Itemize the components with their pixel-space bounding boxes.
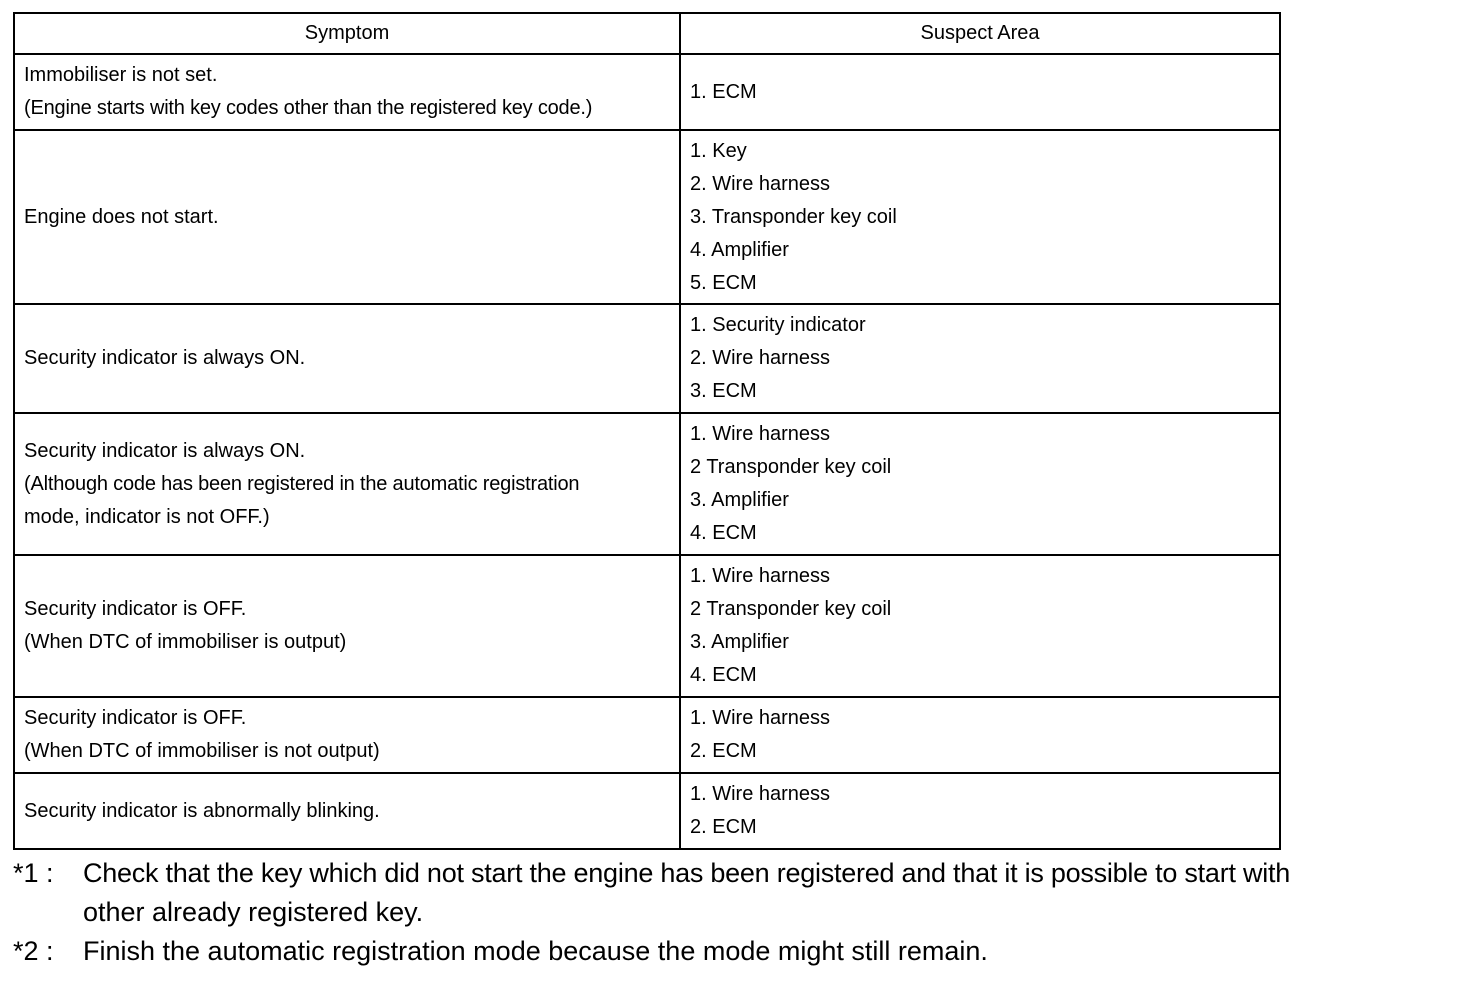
symptom-cell — [14, 773, 680, 849]
footnotes — [13, 854, 1468, 971]
header-suspect-area: Suspect Area — [680, 13, 1280, 54]
symptom-line: Security indicator is OFF. — [24, 707, 247, 729]
symptom-line: Immobiliser is not set. — [24, 64, 218, 86]
suspect-line: 2. ECM — [690, 816, 757, 838]
table-row — [14, 304, 1280, 413]
suspect-line: 2. Wire harness — [690, 347, 831, 369]
suspect-line: 2. ECM — [690, 740, 757, 762]
suspect-line: 4. ECM — [690, 522, 757, 544]
footnote-line: Check that the key which did not start the engine has been registered and that it is possible to start with — [83, 858, 1290, 888]
symptom-cell — [14, 54, 680, 130]
symptom-cell — [14, 130, 680, 304]
suspect-cell — [680, 555, 1280, 697]
suspect-cell — [680, 304, 1280, 413]
troubleshooting-sheet — [13, 12, 1279, 850]
suspect-line: 1. Wire harness — [690, 423, 831, 445]
suspect-cell — [680, 54, 1280, 130]
symptom-line: Security indicator is OFF. — [24, 598, 247, 620]
symptom-cell — [14, 304, 680, 413]
suspect-line: 3. Transponder key coil — [690, 205, 897, 228]
table-row — [14, 54, 1280, 130]
symptom-line: mode, indicator is not OFF.) — [24, 505, 270, 528]
symptom-cell — [14, 555, 680, 697]
symptom-line: Security indicator is always ON. — [24, 439, 306, 462]
suspect-line: 1. Wire harness — [690, 707, 831, 729]
table-row — [14, 413, 1280, 555]
suspect-line: 2 Transponder key coil — [690, 598, 892, 620]
footnote — [13, 854, 1468, 932]
suspect-line: 2. Wire harness — [690, 172, 831, 195]
symptom-cell — [14, 413, 680, 555]
suspect-line: 1. Wire harness — [690, 565, 831, 587]
suspect-cell — [680, 697, 1280, 773]
suspect-cell — [680, 130, 1280, 304]
suspect-line: 3. Amplifier — [690, 631, 789, 653]
suspect-line: 2 Transponder key coil — [690, 456, 892, 478]
table-row — [14, 555, 1280, 697]
symptom-line: Security indicator is abnormally blinking. — [24, 799, 380, 822]
suspect-line: 5. ECM — [690, 271, 757, 294]
table-row — [14, 773, 1280, 849]
symptom-line: Security indicator is always ON. — [24, 347, 306, 369]
symptom-line: (Engine starts with key codes other than the registered key code.) — [24, 97, 593, 119]
table-row — [14, 697, 1280, 773]
suspect-line: 3. Amplifier — [690, 489, 789, 511]
symptom-line: (When DTC of immobiliser is output) — [24, 631, 347, 653]
symptom-table — [13, 12, 1281, 850]
suspect-line: 4. Amplifier — [690, 238, 789, 261]
footnote-line: other already registered key. — [83, 897, 424, 927]
suspect-cell — [680, 773, 1280, 849]
symptom-line: Engine does not start. — [24, 205, 219, 228]
suspect-cell — [680, 413, 1280, 555]
table-row — [14, 130, 1280, 304]
suspect-line: 1. ECM — [690, 80, 757, 103]
footnote-mark: *1 : — [13, 858, 54, 888]
footnote — [13, 932, 1468, 971]
suspect-line: 4. ECM — [690, 664, 757, 686]
suspect-line: 1. Security indicator — [690, 314, 866, 336]
symptom-line: (When DTC of immobiliser is not output) — [24, 740, 380, 762]
header-symptom: Symptom — [14, 13, 680, 54]
footnote-mark: *2 : — [13, 936, 54, 966]
footnote-line: Finish the automatic registration mode because the mode might still remain. — [83, 936, 988, 966]
suspect-line: 1. Wire harness — [690, 783, 831, 805]
symptom-line: (Although code has been registered in the automatic registration — [24, 472, 580, 495]
suspect-line: 3. ECM — [690, 380, 757, 402]
table-header-row — [14, 13, 1280, 54]
symptom-cell — [14, 697, 680, 773]
suspect-line: 1. Key — [690, 139, 747, 162]
